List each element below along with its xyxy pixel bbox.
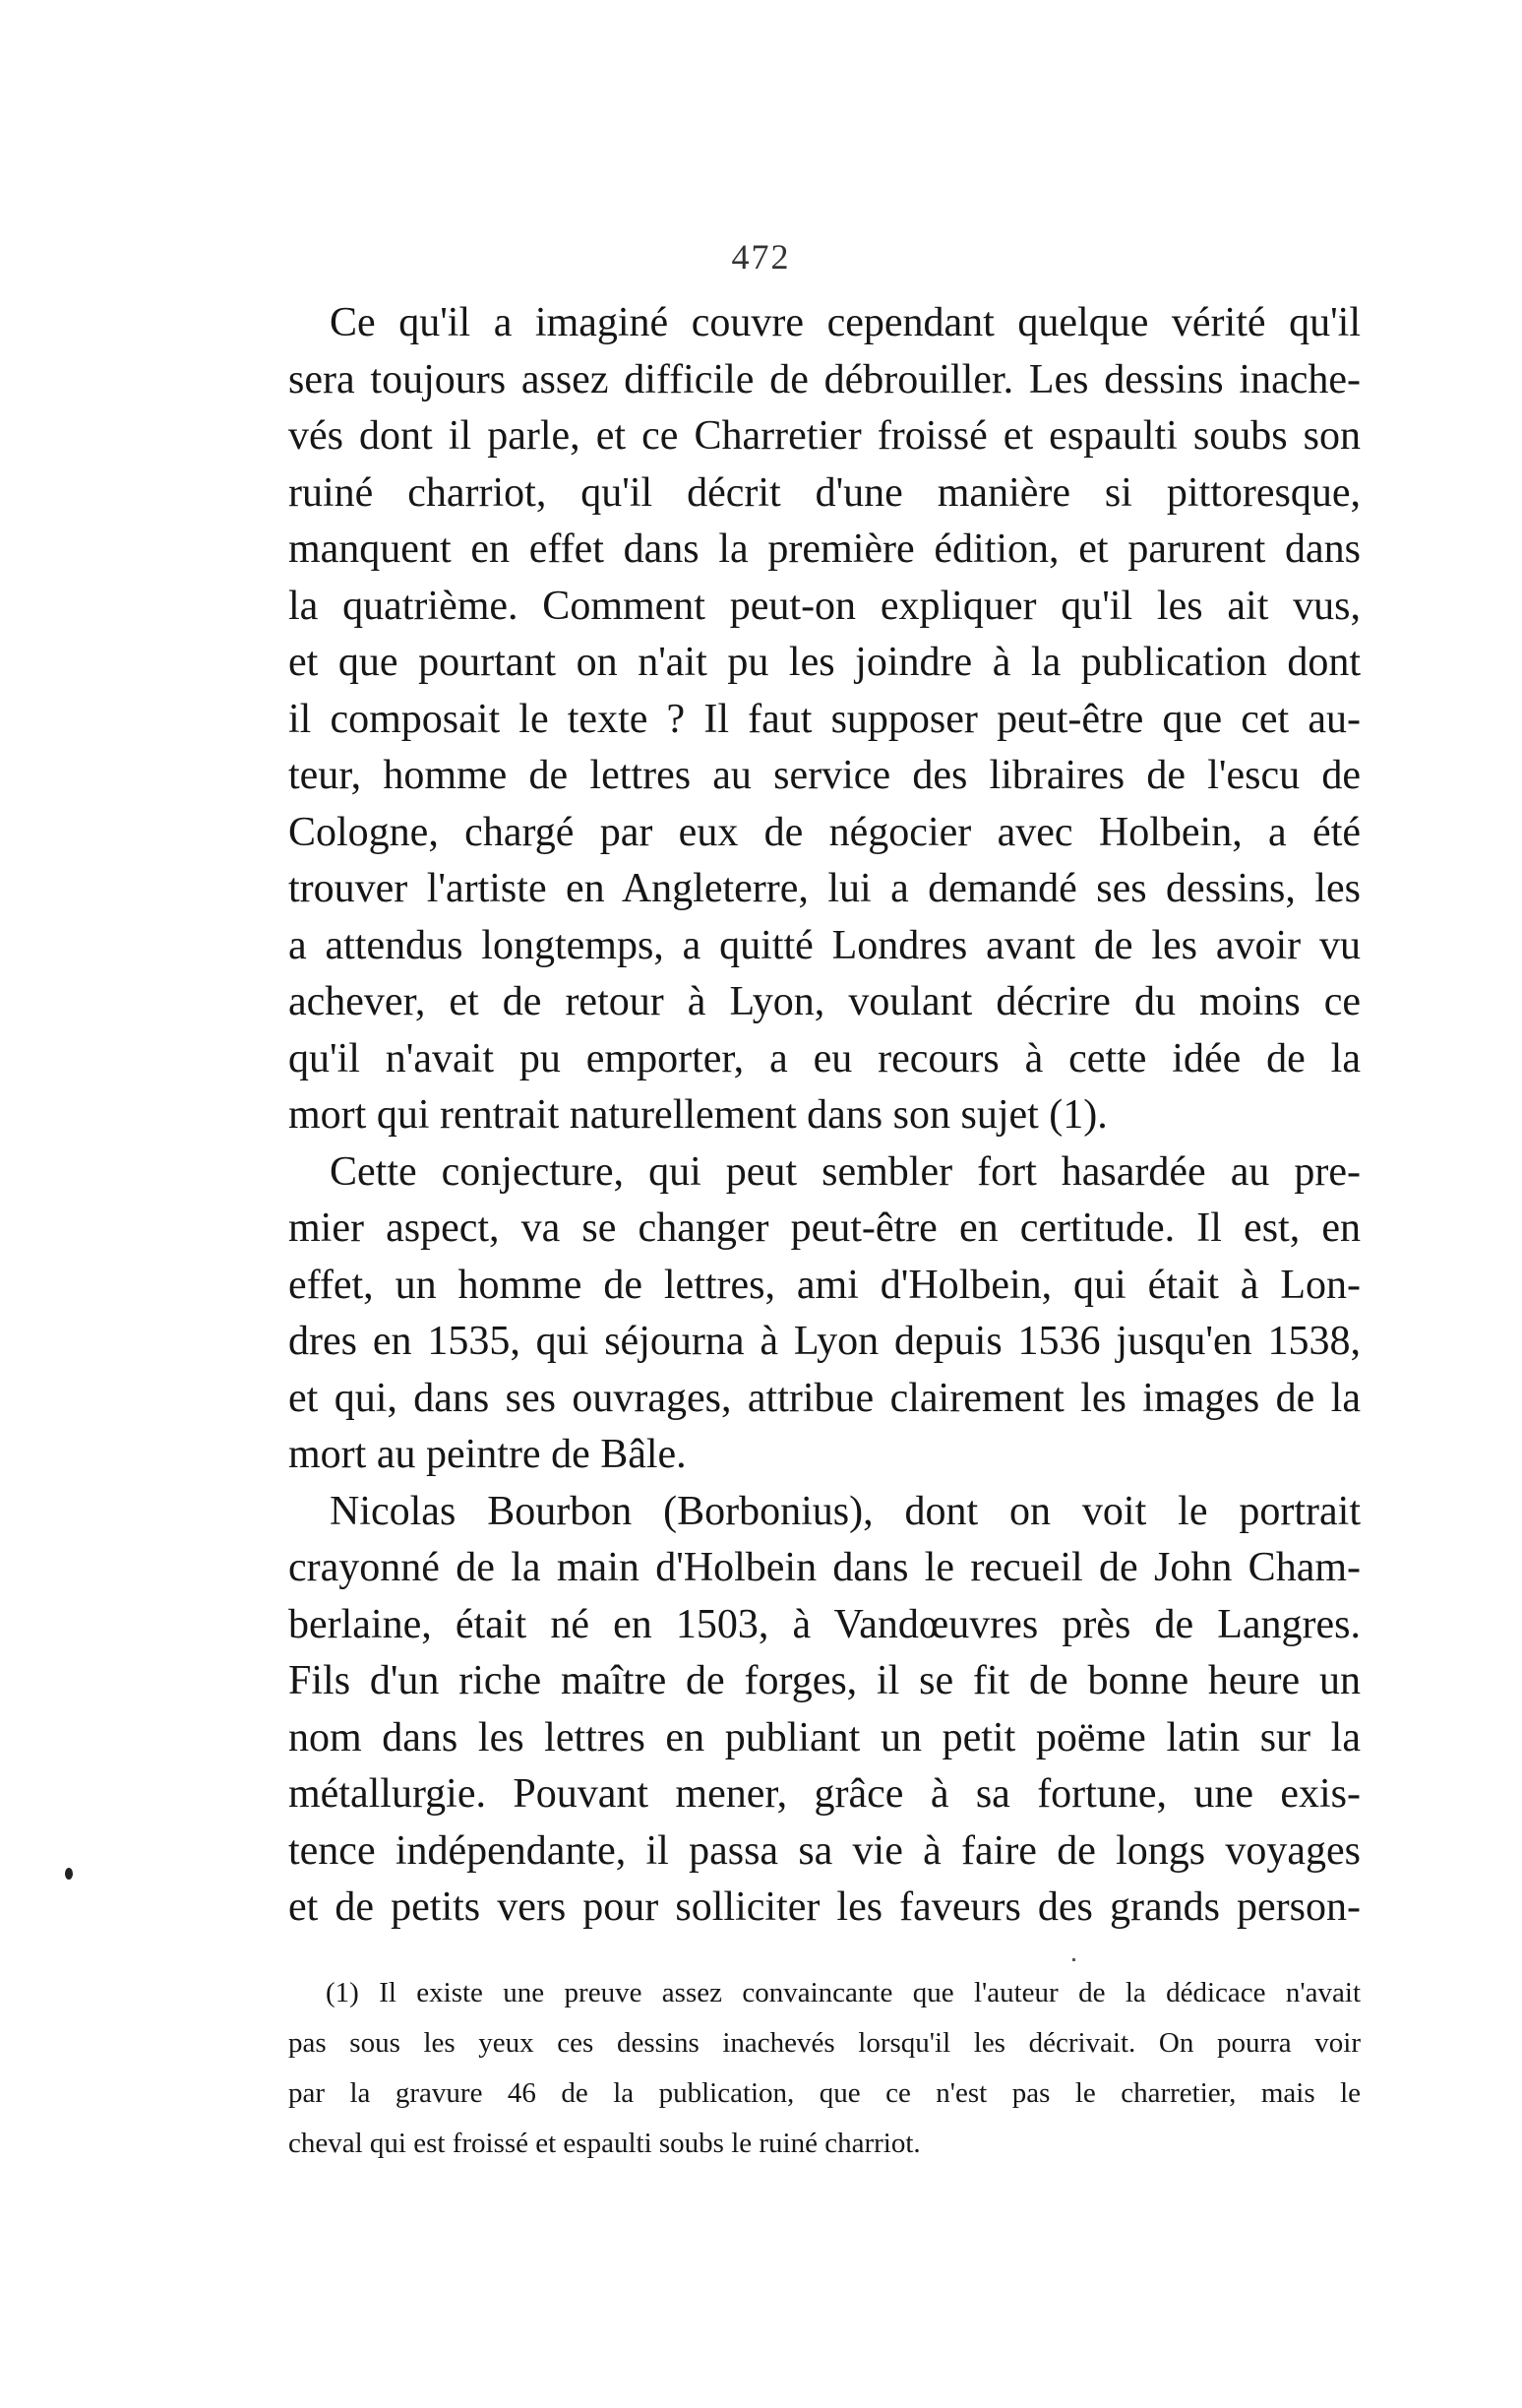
footnote-line: par la gravure 46 de la publication, que ce n'est pas le charretier, mais le — [288, 2077, 1361, 2109]
text-line: Cette conjecture, qui peut sembler fort hasardée au pre- — [330, 1148, 1361, 1195]
text-line: Nicolas Bourbon (Borbonius), dont on voit le portrait — [330, 1488, 1361, 1534]
text-line: et que pourtant on n'ait pu les joindre à la publication dont — [288, 640, 1361, 685]
text-line: et qui, dans ses ouvrages, attribue clairement les images de la — [288, 1375, 1361, 1421]
footnote — [288, 1968, 1361, 2169]
margin-mark — [65, 1868, 73, 1880]
text-line: mort qui rentrait naturellement dans son sujet (1). — [288, 1092, 1108, 1138]
text-line: Ce qu'il a imaginé couvre cependant quelque vérité qu'il — [330, 300, 1361, 345]
footnote-line: (1) Il existe une preuve assez convaincante que l'auteur de la dédicace n'avait — [326, 1977, 1361, 2008]
body-text — [288, 295, 1361, 1937]
text-line: Cologne, chargé par eux de négocier avec Holbein, a été — [288, 809, 1361, 855]
text-line: achever, et de retour à Lyon, voulant décrire du moins ce — [288, 979, 1361, 1024]
text-line: a attendus longtemps, a quitté Londres avant de les avoir vu — [288, 922, 1361, 968]
text-line: dres en 1535, qui séjourna à Lyon depuis 1536 jusqu'en 1538, — [288, 1319, 1361, 1364]
text-line: nom dans les lettres en publiant un petit poëme latin sur la — [288, 1714, 1361, 1760]
text-line: manquent en effet dans la première édition, et parurent dans — [288, 526, 1361, 572]
page-number: 472 — [731, 237, 791, 277]
margin-mark — [1072, 1958, 1075, 1961]
text-line: et de petits vers pour solliciter les faveurs des grands person- — [288, 1884, 1361, 1930]
text-line: Fils d'un riche maître de forges, il se fit de bonne heure un — [288, 1658, 1361, 1703]
footnote-line: pas sous les yeux ces dessins inachevés lorsqu'il les décrivait. On pourra voir — [288, 2027, 1361, 2059]
footnote-line: cheval qui est froissé et espaulti soubs le ruiné charriot. — [288, 2128, 921, 2159]
text-line: crayonné de la main d'Holbein dans le recueil de John Cham- — [288, 1545, 1361, 1590]
text-line: mier aspect, va se changer peut-être en certitude. Il est, en — [288, 1205, 1361, 1251]
text-line: teur, homme de lettres au service des libraires de l'escu de — [288, 753, 1361, 798]
text-line: la quatrième. Comment peut-on expliquer qu'il les ait vus, — [288, 583, 1361, 629]
text-line: il composait le texte ? Il faut supposer peut-être que cet au- — [288, 696, 1361, 742]
text-line: mort au peintre de Bâle. — [288, 1432, 687, 1477]
text-line: tence indépendante, il passa sa vie à faire de longs voyages — [288, 1827, 1361, 1874]
text-line: qu'il n'avait pu emporter, a eu recours à cette idée de la — [288, 1035, 1361, 1081]
text-line: trouver l'artiste en Angleterre, lui a demandé ses dessins, les — [288, 866, 1361, 911]
text-line: berlaine, était né en 1503, à Vandœuvres près de Langres. — [288, 1601, 1361, 1647]
text-line: vés dont il parle, et ce Charretier froissé et espaulti soubs son — [288, 413, 1361, 459]
text-line: métallurgie. Pouvant mener, grâce à sa fortune, une exis- — [288, 1771, 1361, 1817]
text-line: sera toujours assez difficile de débrouiller. Les dessins inache- — [288, 356, 1361, 402]
text-line: ruiné charriot, qu'il décrit d'une manière si pittoresque, — [288, 469, 1361, 516]
text-line: effet, un homme de lettres, ami d'Holbein, qui était à Lon- — [288, 1262, 1361, 1308]
